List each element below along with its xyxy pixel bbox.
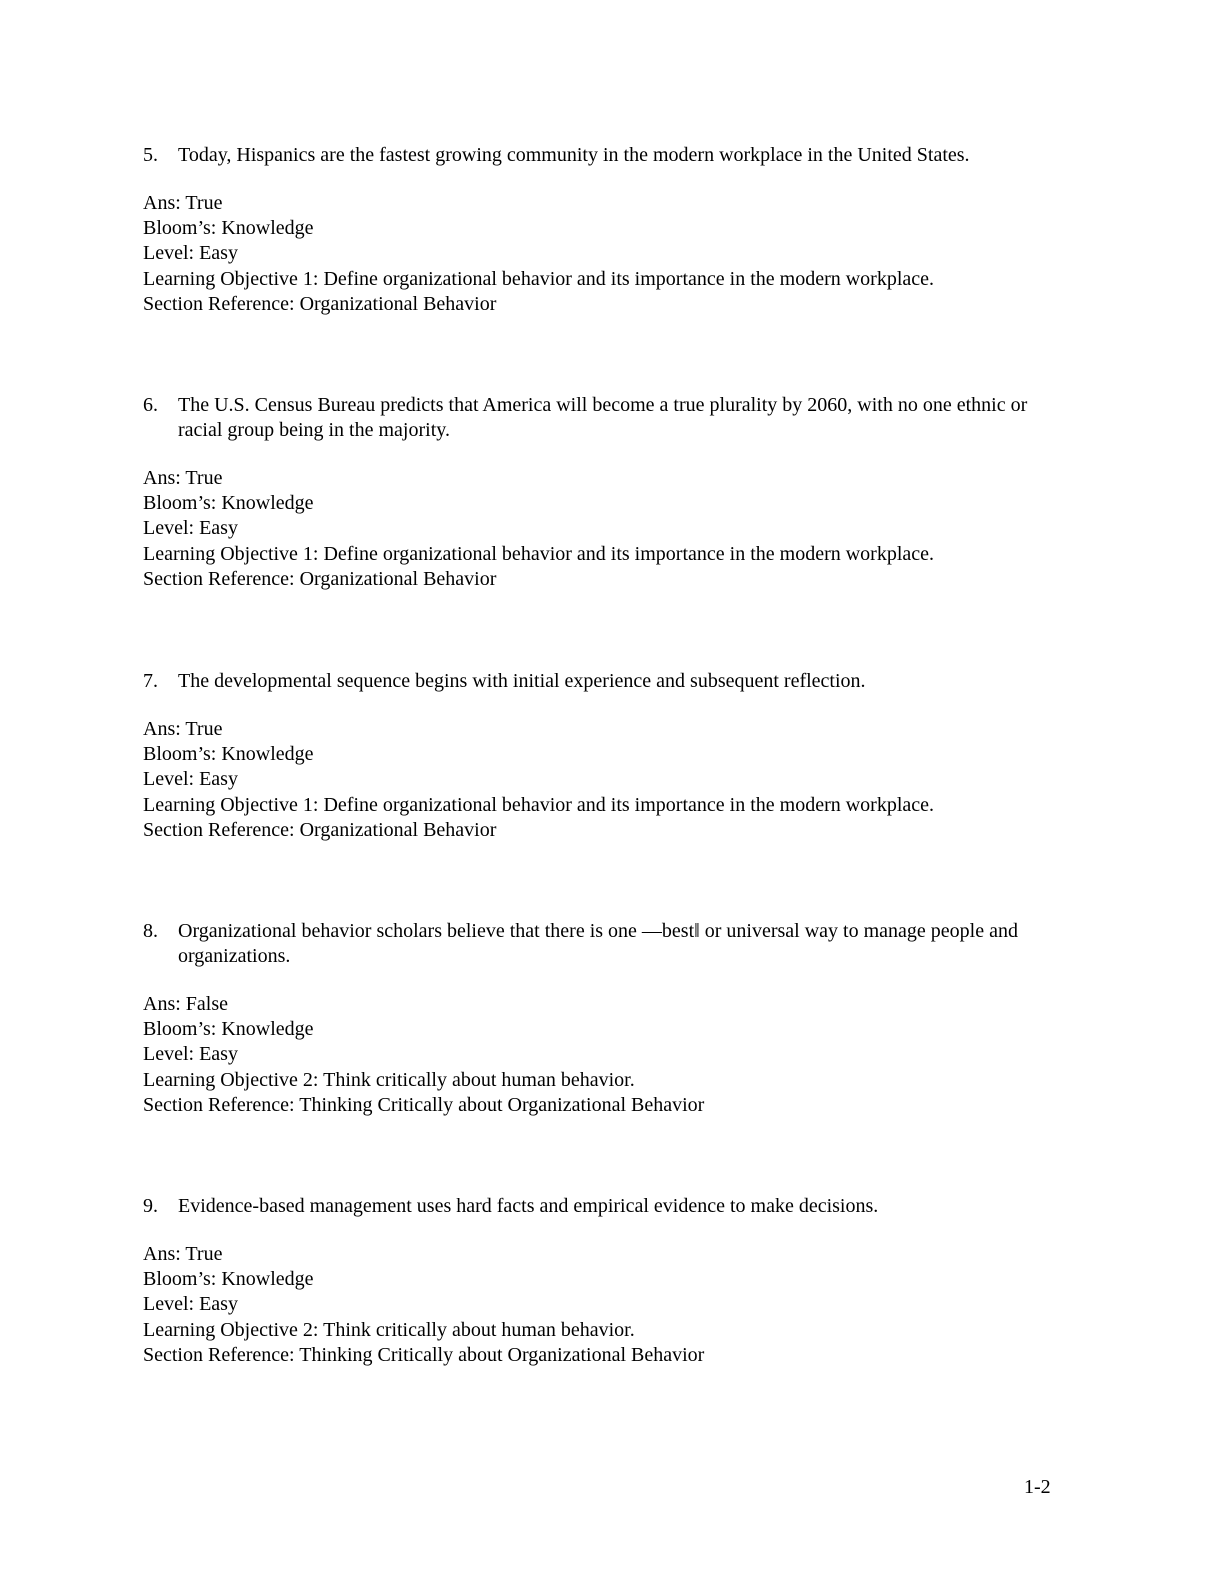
section-reference: Section Reference: Organizational Behavior bbox=[143, 292, 497, 315]
question-line bbox=[143, 669, 1063, 694]
difficulty-level: Level: Easy bbox=[143, 242, 238, 265]
answer: Ans: True bbox=[143, 1243, 223, 1265]
answer: Ans: True bbox=[143, 467, 223, 489]
question-text: Today, Hispanics are the fastest growing community in the modern workplace in the United States. bbox=[178, 144, 970, 166]
page-number: 1-2 bbox=[1024, 1476, 1051, 1498]
learning-objective: Learning Objective 1: Define organizational behavior and its importance in the modern workplace. bbox=[143, 793, 935, 816]
difficulty-level: Level: Easy bbox=[143, 768, 238, 791]
blooms-level: Bloom’s: Knowledge bbox=[143, 1268, 314, 1291]
blooms-level: Bloom’s: Knowledge bbox=[143, 1018, 314, 1041]
question-text: Evidence-based management uses hard facts and empirical evidence to make decisions. bbox=[178, 1195, 879, 1217]
question-text: The developmental sequence begins with initial experience and subsequent reflection. bbox=[178, 670, 866, 692]
question-text: Organizational behavior scholars believe that there is one ―best‖ or universal way to manage people and organizations. bbox=[178, 920, 1018, 967]
question-text: The U.S. Census Bureau predicts that America will become a true plurality by 2060, with no one ethnic or racial group being in the majority. bbox=[178, 394, 1028, 441]
section-reference: Section Reference: Organizational Behavior bbox=[143, 818, 497, 841]
learning-objective: Learning Objective 1: Define organizational behavior and its importance in the modern workplace. bbox=[143, 267, 935, 290]
blooms-level: Bloom’s: Knowledge bbox=[143, 492, 314, 515]
answer-metadata bbox=[143, 992, 1063, 1118]
question-line bbox=[143, 919, 1063, 969]
difficulty-level: Level: Easy bbox=[143, 1293, 238, 1316]
question-line bbox=[143, 393, 1063, 443]
question-line bbox=[143, 1194, 1063, 1219]
blooms-level: Bloom’s: Knowledge bbox=[143, 217, 314, 240]
question-item bbox=[143, 919, 1063, 1118]
learning-objective: Learning Objective 2: Think critically about human behavior. bbox=[143, 1068, 635, 1091]
answer: Ans: True bbox=[143, 718, 223, 740]
question-number: 5. bbox=[143, 144, 158, 166]
answer-metadata bbox=[143, 717, 1063, 843]
difficulty-level: Level: Easy bbox=[143, 1043, 238, 1066]
answer-metadata bbox=[143, 466, 1063, 592]
learning-objective: Learning Objective 1: Define organizational behavior and its importance in the modern workplace. bbox=[143, 542, 935, 565]
answer: Ans: True bbox=[143, 192, 223, 214]
question-item bbox=[143, 143, 1063, 317]
question-line bbox=[143, 143, 1063, 168]
learning-objective: Learning Objective 2: Think critically about human behavior. bbox=[143, 1318, 635, 1341]
question-item bbox=[143, 1194, 1063, 1368]
question-number: 7. bbox=[143, 670, 158, 692]
section-reference: Section Reference: Organizational Behavior bbox=[143, 567, 497, 590]
blooms-level: Bloom’s: Knowledge bbox=[143, 743, 314, 766]
section-reference: Section Reference: Thinking Critically about Organizational Behavior bbox=[143, 1093, 705, 1116]
answer: Ans: False bbox=[143, 993, 228, 1015]
question-item bbox=[143, 669, 1063, 843]
question-number: 9. bbox=[143, 1195, 158, 1217]
question-item bbox=[143, 393, 1063, 592]
difficulty-level: Level: Easy bbox=[143, 517, 238, 540]
section-reference: Section Reference: Thinking Critically about Organizational Behavior bbox=[143, 1343, 705, 1366]
answer-metadata bbox=[143, 191, 1063, 317]
question-number: 8. bbox=[143, 920, 158, 942]
question-number: 6. bbox=[143, 394, 158, 416]
answer-metadata bbox=[143, 1242, 1063, 1368]
